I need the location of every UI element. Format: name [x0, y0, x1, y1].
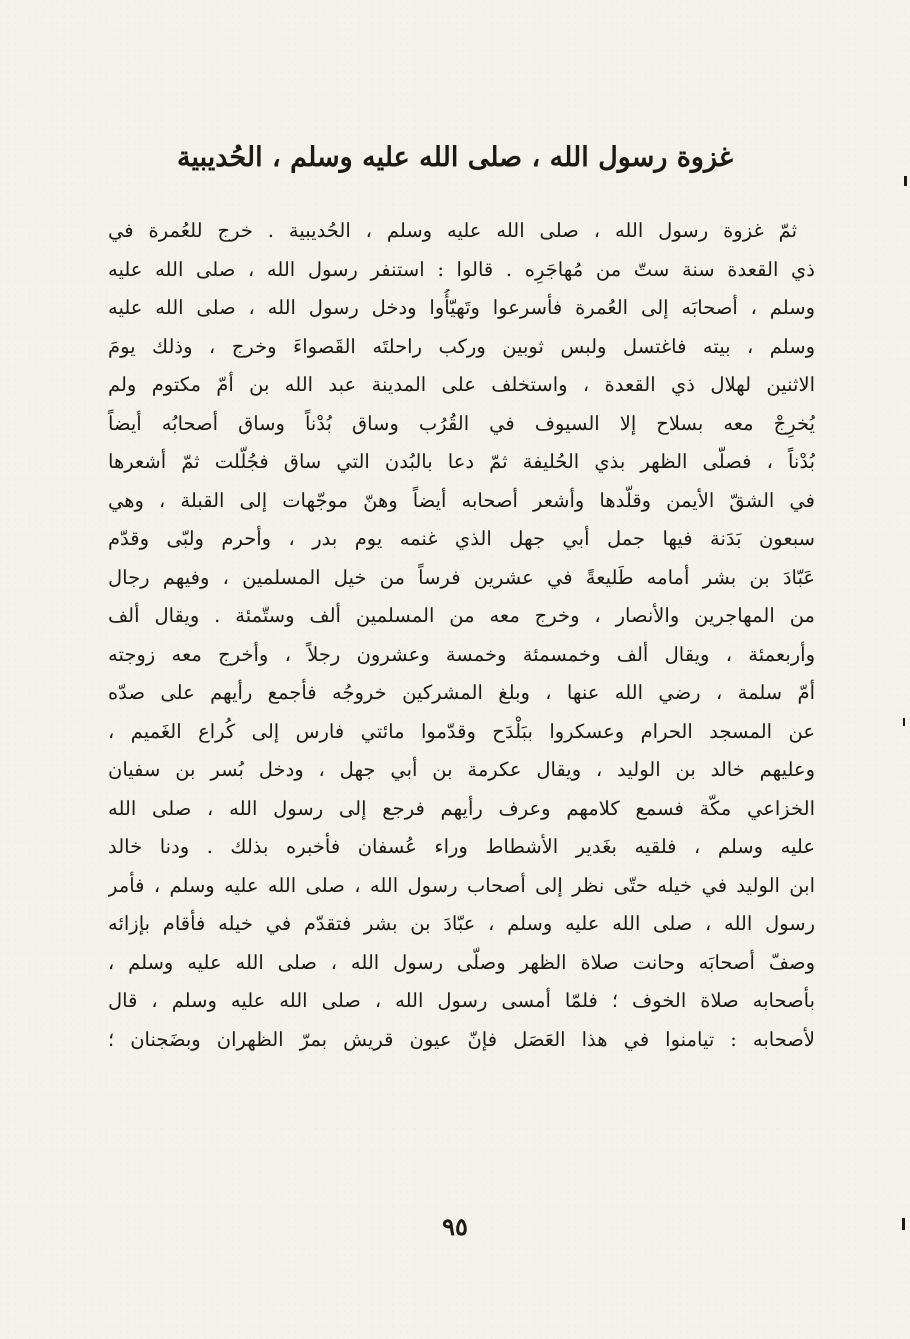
- chapter-title: غزوة رسول الله ، صلى الله عليه وسلم ، الحُديبية: [177, 142, 733, 173]
- text-line: وعليهم خالد بن الوليد ، ويقال عكرمة بن أبي جهل ، ودخل بُسر بن سفيان: [108, 758, 815, 781]
- scan-edge-mark: [903, 718, 905, 726]
- text-line: أمّ سلمة ، رضي الله عنها ، وبلغ المشركين خروجُه فأجمع رأيهم على صدّه: [108, 681, 815, 704]
- body-text: [108, 212, 815, 1059]
- text-line: ثمّ غزوة رسول الله ، صلى الله عليه وسلم ، الحُديبية . خرج للعُمرة في: [108, 219, 797, 242]
- text-line: وسلم ، بيته فاغتسل ولبس ثوبين وركب راحلتَه القَصواءَ وخرج ، وذلك يومَ: [108, 334, 815, 358]
- text-line: وأربعمئة ، ويقال ألف وخمسمئة وخمسة وعشرون رجلاً ، وأخرج معه زوجته: [108, 642, 815, 666]
- text-line: ذي القعدة سنة ستّ من مُهاجَرِه . قالوا : استنفر رسول الله ، صلى الله عليه: [108, 257, 815, 281]
- text-line: عن المسجد الحرام وعسكروا ببَلْدَح وقدّموا مائتي فارس إلى كُراع الغَميم ،: [108, 719, 815, 743]
- text-line: بأصحابه صلاة الخوف ؛ فلمّا أمسى رسول الله ، صلى الله عليه وسلم ، قال: [108, 989, 815, 1012]
- text-line: عليه وسلم ، فلقيه بغَدير الأشطاط وراء عُسفان فأخبره بذلك . ودنا خالد: [108, 835, 815, 858]
- text-line: رسول الله ، صلى الله عليه وسلم ، عبّادَ بن بشر فتقدّم في خيله فأقام بإزائه: [108, 912, 815, 935]
- text-line: عَبّادَ بن بشر أمامه طَليعةً في عشرين فرساً من خيل المسلمين ، وفيهم رجال: [108, 565, 815, 589]
- text-line: وصفّ أصحابَه وحانت صلاة الظهر وصلّى رسول الله ، صلى الله عليه وسلم ،: [108, 950, 815, 974]
- text-line: الاثنين لهلال ذي القعدة ، واستخلف على المدينة عبد الله بن أمّ مكتوم ولم: [108, 373, 815, 396]
- text-line: ابن الوليد في خيله حتّى نظر إلى أصحاب رسول الله ، صلى الله عليه وسلم ، فأمر: [108, 873, 815, 897]
- text-line: يُخرِجْ معه بسلاح إلا السيوف في القُرُب وساق بُدْناً وساق أصحابُه أيضاً: [108, 411, 815, 435]
- scan-edge-mark: [902, 1218, 905, 1230]
- text-line: سبعون بَدَنة فيها جمل أبي جهل الذي غنمه يوم بدر ، وأحرم ولبّى وقدّم: [108, 527, 815, 550]
- text-line: في الشقّ الأيمن وقلّدها وأشعر أصحابه أيضاً وهنّ موجّهات إلى القبلة ، وهي: [108, 488, 815, 512]
- text-line: بُدْناً ، فصلّى الظهر بذي الحُليفة ثمّ دعا بالبُدن التي ساق فجُلّلت ثمّ أشعرها: [108, 450, 815, 473]
- text-line: وسلم ، أصحابَه إلى العُمرة فأسرعوا وتَهيّأُوا ودخل رسول الله ، صلى الله عليه: [108, 296, 815, 319]
- text-line: الخزاعي مكّة فسمع كلامهم وعرف رأيهم فرجع إلى رسول الله ، صلى الله: [108, 796, 815, 820]
- page-number: ٩٥: [442, 1212, 468, 1241]
- scan-edge-mark: [904, 176, 907, 186]
- text-line: من المهاجرين والأنصار ، وخرج معه من المسلمين ألف وستّمئة . ويقال ألف: [108, 604, 815, 627]
- text-line: لأصحابه : تيامنوا في هذا العَصَل فإنّ عيون قريش بمرّ الظهران وبضَجنان ؛: [108, 1027, 815, 1051]
